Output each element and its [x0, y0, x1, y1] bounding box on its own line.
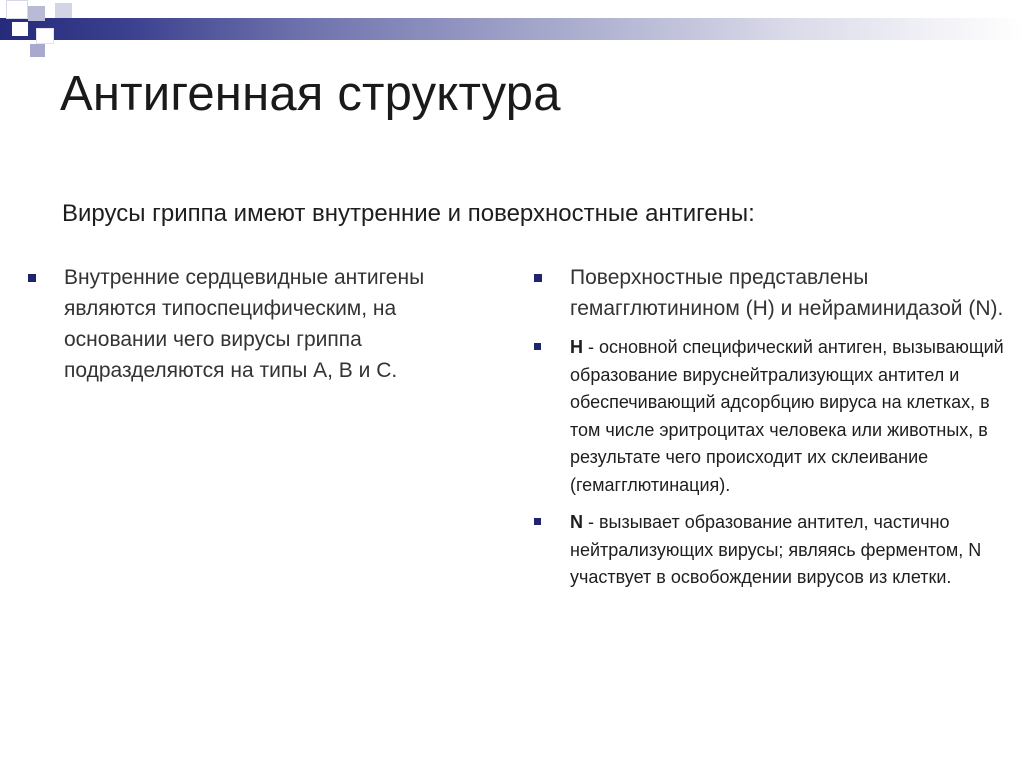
- list-item: [28, 262, 468, 386]
- decorative-square: [28, 6, 45, 21]
- list-item-text: [570, 509, 1004, 592]
- square-bullet-icon: [534, 518, 541, 525]
- square-bullet-icon: [28, 274, 36, 282]
- square-bullet-icon: [534, 343, 541, 350]
- list-item: [534, 334, 1004, 499]
- right-column: [534, 262, 1004, 592]
- decorative-square: [36, 28, 54, 44]
- decorative-square: [30, 44, 45, 57]
- slide-title: Антигенная структура: [60, 67, 561, 121]
- header-decoration-bar: [0, 18, 1024, 40]
- antigen-label-n: N: [570, 512, 583, 532]
- decorative-square: [6, 0, 28, 19]
- list-item-text: Поверхностные представлены гемагглютинином (Н) и нейраминидазой (N).: [570, 266, 1004, 320]
- decorative-square: [55, 3, 72, 18]
- antigen-description-h: - основной специфический антиген, вызывающий образование вируснейтрализующих антител и обеспечивающий адсорбцию вируса на клетках, в том числе эритроцитах человека или животных, в результате чего происходит их склеивание (гемагглютинация).: [570, 337, 1004, 495]
- antigen-description-n: - вызывает образование антител, частично нейтрализующих вирусы; являясь ферментом, N участвует в освобождении вирусов из клетки.: [570, 512, 982, 587]
- list-item: [534, 509, 1004, 592]
- list-item-text: [570, 334, 1004, 499]
- list-item: [534, 262, 1004, 324]
- list-item-text: Внутренние сердцевидные антигены являются типоспецифическим, на основании чего вирусы гриппа подразделяются на типы А, В и С.: [64, 266, 425, 382]
- left-column: [28, 262, 468, 386]
- decorative-square: [12, 22, 28, 36]
- antigen-label-h: H: [570, 337, 583, 357]
- square-bullet-icon: [534, 274, 542, 282]
- slide-subtitle: Вирусы гриппа имеют внутренние и поверхностные антигены:: [62, 200, 755, 227]
